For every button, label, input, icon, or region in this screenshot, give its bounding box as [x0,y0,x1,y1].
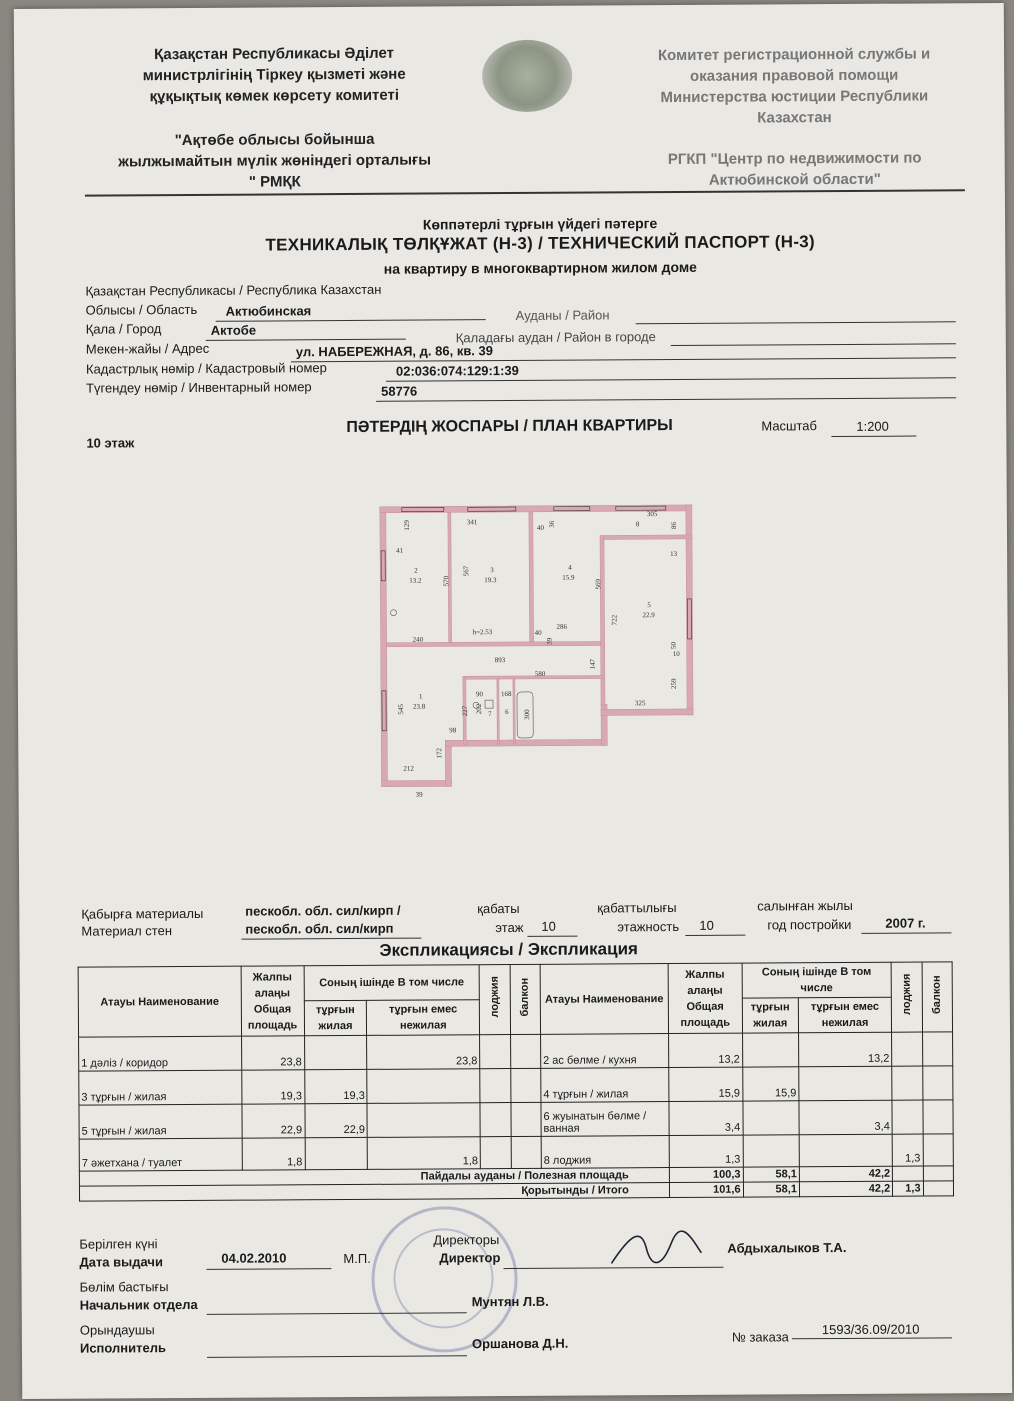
cell-nonliving [367,1103,480,1138]
col-name-header: Атауы Наименование [540,964,668,1035]
exec-kz: Орындаушы [79,1322,155,1338]
cell-loggia [892,1032,923,1066]
room-area: 19.3 [484,576,497,585]
inventory-label: Түгендеу нөмір / Инвентарный номер [86,379,312,396]
cell-living [743,1135,800,1167]
useful-total: 100,3 [669,1167,743,1182]
dim-label: 13 [670,549,678,559]
wall-material-value-2: пескобл. обл. сил/кирп [245,920,394,937]
header-left-line: министрлігінің Тіркеу қызметі және [142,65,406,85]
director-kz: Директоры [433,1232,500,1248]
cell-name: 3 тұрғын / жилая [79,1070,242,1105]
floor-plan-drawing [372,499,714,801]
floors-underline [685,935,745,936]
document-sheet [14,3,1012,1399]
issued-kz: Берілген күні [79,1236,158,1252]
dim-label: 10 [672,649,680,659]
address-value: ул. НАБЕРЕЖНАЯ, д. 86, кв. 39 [295,343,494,360]
table-row [79,1032,953,1071]
dept-ru: Начальник отдела [79,1296,198,1313]
cell-living [743,1101,800,1135]
doc-title-line2: ТЕХНИКАЛЫҚ ТӨЛҚҰЖАТ (Н-3) / ТЕХНИЧЕСКИЙ ПАСПОРТ (Н-3) [265,232,816,255]
useful-area-label: Пайдалы ауданы / Полезная площадь [79,1168,669,1187]
exec-signature-line [207,1355,467,1358]
dim-label: 129 [402,520,411,531]
cell-total: 15,9 [669,1067,743,1101]
header-left-line: Қазақстан Республикасы Әділет [154,44,394,64]
dim-label: 570 [442,575,451,587]
table-row [79,1134,953,1171]
region-value: Актюбинская [225,303,312,319]
table-row [79,1100,953,1139]
room-area: 13.2 [409,576,422,585]
cell-loggia [892,1100,923,1134]
cell-loggia [892,1066,923,1100]
total-living: 58,1 [743,1182,799,1197]
cell-living: 22,9 [304,1103,367,1137]
header-left-center-line: жылжымайтын мүлік жөніндегі орталығы [118,151,432,171]
issued-value: 04.02.2010 [221,1250,287,1266]
cell-loggia: 1,3 [892,1134,923,1166]
header-right-line: оказания правовой помощи [689,66,899,85]
floor-ru: этаж [495,919,524,936]
col-nonliving-header: тұрғын емес нежилая [367,1000,480,1036]
order-label: № заказа [731,1329,789,1345]
region-label: Облысы / Область [85,301,198,318]
cell-name: 8 лоджия [541,1136,669,1169]
dim-label: 286 [556,622,568,631]
col-name-header: Атауы Наименование [78,966,241,1037]
dim-label: 36 [547,520,556,528]
header-left-center [75,128,475,193]
dim-label: 569 [594,578,603,590]
dim-label: 39 [545,637,554,645]
cell-name: 4 тұрғын / жилая [541,1068,669,1103]
inventory-underline [376,397,956,402]
header-right-center-line: РГКП "Центр по недвижимости по [667,149,922,169]
year-ru: год постройки [767,916,852,933]
col-balcony-header: балкон [518,977,532,1017]
wall-material-underline [241,938,421,940]
dim-label: 39 [415,790,423,799]
year-kz: салынған жылы [757,897,853,914]
dim-label: 212 [403,764,414,773]
dim-label: 50 [669,641,678,650]
doc-title-line1: Көппәтерлі тұрғын үйдегі пәтерге [422,215,658,233]
col-living-header: тұрғын жилая [742,998,799,1033]
total-label: Қорытынды / Итого [79,1183,669,1202]
header-right-center [605,147,985,191]
cadastral-label: Кадастрлық нөмір / Кадастровый номер [85,360,327,377]
year-underline [861,932,951,934]
useful-living: 58,1 [743,1167,799,1182]
dim-label: 305 [646,510,658,519]
header-right-center-line: Актюбинской области" [708,170,881,189]
cell-name: 6 жуынатын бөлме / ванная [541,1102,669,1137]
cell-total: 1,3 [669,1135,743,1167]
col-living-header: тұрғын жилая [304,1000,367,1035]
cell-nonliving [367,1069,480,1104]
dim-label: 172 [435,747,444,759]
room-number: 2 [414,566,418,575]
dim-label: 300 [523,709,532,720]
header-left [74,42,474,107]
dim-label: 259 [669,678,678,690]
dept-name: Мунтян Л.В. [471,1293,549,1310]
city-label: Қала / Город [85,321,162,337]
city-underline [206,339,406,341]
district-label: Ауданы / Район [515,307,610,323]
order-value: 1593/36.09/2010 [821,1321,920,1338]
exec-ru: Исполнитель [79,1340,166,1356]
dim-label: 545 [397,704,406,715]
dim-label: 147 [588,658,597,670]
col-incl-header: Соның ішінде В том числе [304,965,480,1001]
address-label: Мекен-жайы / Адрес [85,340,210,357]
region-underline [216,319,486,322]
table-row [79,1066,953,1105]
wall-material-kz: Қабырға материалы [81,905,204,922]
dim-label: 168 [500,690,512,699]
cell-living: 19,3 [304,1069,367,1103]
floor-kz: қабаты [477,900,520,917]
total-nonliving: 42,2 [799,1181,892,1197]
city-district-underline [671,343,956,346]
total-total: 101,6 [669,1182,743,1197]
explication-table [78,961,954,1201]
dim-label: 722 [610,614,619,626]
order-underline [792,1337,952,1339]
floors-kz: қабаттылығы [597,900,677,916]
header-left-line: құқықтық көмек көрсету комитеті [149,86,400,106]
city-value: Актобе [210,322,257,338]
useful-nonliving: 42,2 [799,1166,892,1182]
dim-label: 325 [634,699,646,708]
cell-living [305,1137,368,1169]
wall-material-value-1: пескобл. обл. сил/кирп / [245,902,401,919]
col-balcony-header: балкон [930,975,944,1014]
cell-total: 13,2 [668,1033,742,1067]
header-left-center-line: " РМҚК [248,173,301,191]
room-area: 15.9 [562,573,575,582]
issued-ru: Дата выдачи [79,1254,163,1270]
dim-label: 580 [534,669,546,678]
director-ru: Директор [439,1250,501,1266]
header-left-center-line: "Ақтөбе облысы бойынша [174,130,375,150]
room-number: 1 [418,692,423,701]
state-emblem-icon [482,40,572,113]
dim-label: 240 [412,635,424,644]
dim-label: 8 [635,520,640,529]
cell-name: 2 ас бөлме / кухня [540,1034,668,1069]
exec-name: Оршанова Д.Н. [471,1335,569,1352]
cell-living [742,1033,799,1067]
director-signature-icon [601,1223,711,1274]
director-name: Абдыхалыков Т.А. [727,1239,847,1256]
issued-underline [206,1268,331,1270]
cell-nonliving [799,1066,892,1101]
room-number: 3 [490,566,494,575]
cell-total: 1,8 [242,1138,305,1170]
scale-underline [831,436,916,438]
dim-label: 86 [669,521,678,530]
col-loggia-header: лоджия [488,976,501,1018]
wall-material-ru: Материал стен [81,923,173,939]
dept-kz: Бөлім бастығы [79,1279,169,1295]
cell-nonliving: 1,8 [368,1137,481,1170]
room-number: 7 [488,710,492,719]
cadastral-value: 02:036:074:129:1:39 [395,362,519,379]
country-label: Қазақстан Республикасы / Республика Казахстан [85,281,382,299]
floor-label: 10 этаж [86,435,135,451]
col-incl-header: Соның ішінде В том числе [742,962,892,998]
total-loggia: 1,3 [893,1181,923,1196]
cell-total: 23,8 [241,1036,304,1070]
header-right [604,43,985,129]
dim-label: 567 [462,565,471,577]
cell-nonliving: 3,4 [799,1100,892,1135]
floors-ru: этажность [617,918,680,935]
dim-label: 202 [475,703,484,715]
dim-label: h=2.53 [472,628,493,637]
room-number: 5 [647,601,651,610]
col-total-header: Жалпы алаңы Общая площадь [668,963,742,1033]
dim-label: 227 [461,705,470,717]
cell-name: 1 дәліз / коридор [79,1036,242,1071]
room-area: 23.8 [413,702,426,711]
cell-nonliving: 13,2 [799,1032,892,1067]
dim-label: 40 [534,628,542,637]
dim-label: 41 [396,546,404,555]
col-nonliving-header: тұрғын емес нежилая [798,997,891,1033]
scale-label: Масштаб [761,418,817,434]
floor-value: 10 [541,918,556,934]
header-right-line: Министерства юстиции Республики [660,87,929,107]
dim-label: 98 [449,726,457,735]
cell-total: 3,4 [669,1101,743,1135]
cell-name: 5 тұрғын / жилая [79,1104,242,1139]
cell-living [304,1035,367,1069]
doc-title-line3: на квартиру в многоквартирном жилом доме [383,258,697,277]
cell-nonliving [799,1134,892,1167]
dim-label: 893 [494,656,506,665]
room-number: 4 [568,563,572,572]
room-number: 6 [505,708,509,717]
plan-title: ПӘТЕРДІҢ ЖОСПАРЫ / ПЛАН КВАРТИРЫ [346,417,673,437]
cell-living: 15,9 [742,1067,799,1101]
mp-label: М.П. [343,1250,371,1267]
col-total-header: Жалпы алаңы Общая площадь [241,966,304,1036]
dim-label: 40 [536,523,544,532]
floors-value: 10 [699,917,714,933]
year-value: 2007 г. [885,915,926,931]
cell-nonliving: 23,8 [367,1035,480,1070]
inventory-value: 58776 [381,383,418,399]
dim-label: 341 [466,518,478,527]
header-right-line: Казахстан [757,109,832,127]
cell-total: 19,3 [241,1070,304,1104]
city-district-label: Қаладағы аудан / Район в городе [455,329,656,346]
cell-name: 7 әжетхана / туалет [79,1138,242,1171]
col-loggia-header: лоджия [900,973,913,1016]
district-underline [636,321,956,324]
cell-total: 22,9 [242,1104,305,1138]
dim-label: 90 [475,690,483,699]
explication-title: Экспликациясы / Экспликация [379,939,638,960]
floor-underline [527,936,577,937]
header-right-line: Комитет регистрационной службы и [657,45,931,65]
room-area: 22.9 [642,611,655,620]
scale-value: 1:200 [856,418,889,434]
